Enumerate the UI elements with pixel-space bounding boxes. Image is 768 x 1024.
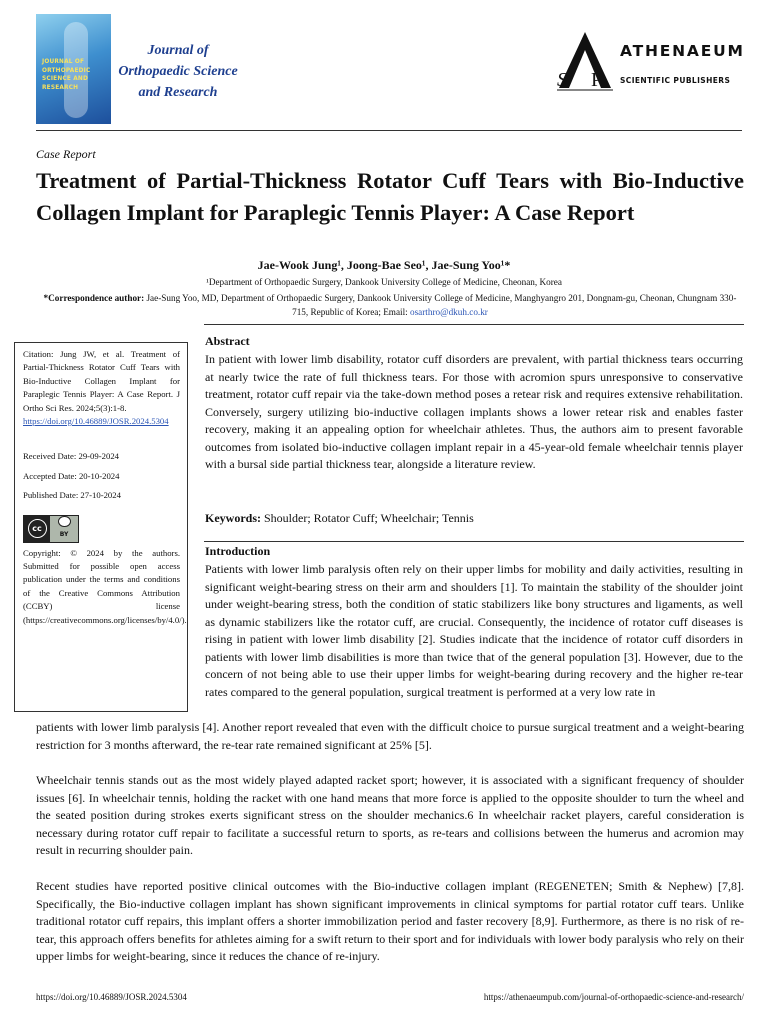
introduction-heading: Introduction [205, 544, 271, 558]
journal-name [114, 40, 242, 103]
introduction-paragraph-1-continued: patients with lower limb paralysis [4]. Another report revealed that even with the difficult choice to pursue surgical treatment and a weight-bearing restriction for 3 months afterward, the re-tear rate remained significant at 25% [5]. [36, 720, 744, 752]
cc-by-license-badge[interactable] [23, 515, 79, 543]
attribution-icon: BY [50, 516, 78, 542]
publisher-logo-icon [553, 30, 617, 92]
journal-name-line1: Journal of [147, 43, 209, 58]
cc-icon: cc [24, 516, 50, 542]
accepted-date: Accepted Date: 20-10-2024 [23, 470, 120, 481]
copyright-text: Copyright: © 2024 by the authors. Submitted for possible open access publication under the terms and conditions of the Creative Commons Attribution (CCBY) license (https://creativecommons.org/licenses/by/4.0/). [23, 547, 187, 625]
correspondence [36, 292, 744, 319]
article-title: Treatment of Partial-Thickness Rotator Cuff Tears with Bio-Inductive Collagen Implant for Paraplegic Tennis Player: A Case Report [36, 168, 744, 225]
citation-sidebar [14, 342, 188, 712]
footer-url[interactable]: https://athenaeumpub.com/journal-of-orthopaedic-science-and-research/ [483, 992, 744, 1002]
received-date: Received Date: 29-09-2024 [23, 451, 120, 462]
journal-cover-image [36, 14, 111, 124]
introduction-paragraph-3: Recent studies have reported positive clinical outcomes with the Bio-inductive collagen implant (REGENETEN; Smith & Nephew) [7,8]. Specifically, the Bio-inductive collagen implant has shown significant improvements in clinical symptoms for partial rotator cuff tears. Unlike traditional rotator cuff repairs, this implant offers a shorter immobilization period and faster recovery [8,9]. Furthermore, as there is no risk of re-tear, this approach offers benefits for athletes aiming for a swift return to their sport and for individuals with lower body paralysis who rely on their upper limbs for weight-bearing, since it reduces the chance of re-injury. [36, 879, 744, 963]
header-divider [36, 130, 742, 131]
svg-text:S: S [557, 69, 567, 91]
introduction-paragraph-2: Wheelchair tennis stands out as the most widely played adapted racket sport; however, it is associated with a significant frequency of shoulder issues [6]. In wheelchair tennis, holding the racket with one hand means that more force is applied to the opposite shoulder to turn the wheel and the seated position during strokes exerts significant stress on the shoulder mechanics.6 In wheelchair racket players, careful consideration is necessary during rotator cuff repair to facilitate a successful return to sports, as re-tears and collisions between the humerus and acromion may result in recurring shoulder pain. [36, 773, 744, 857]
abstract-text: In patient with lower limb disability, rotator cuff disorders are prevalent, with partial thickness tears occurring at nearly twice the rate of full thickness tears. For those with acromion spurs unresponsive to conservative treatment, rotator cuff repair via the take-down method poses a retear risk and requires extensive rehabilitation. Conversely, surgery utilizing bio-inductive collagen implants shows a lower retear risk and enables faster recovery, making it an appealing option for wheelchair athletes. Thus, the authors aim to present favorable outcomes from isolated bio-inductive collagen implant repair in a 45-year-old female wheelchair tennis player with a bursal side partial thickness tear, alongside a literature review. [205, 352, 743, 471]
footer-doi[interactable]: https://doi.org/10.46889/JOSR.2024.5304 [36, 992, 187, 1002]
citation-doi-link[interactable]: https://doi.org/10.46889/JOSR.2024.5304 [23, 416, 169, 427]
citation-text: Citation: Jung JW, et al. Treatment of Partial-Thickness Rotator Cuff Tears with Bio-Inductive Collagen Implant for Paraplegic Tennis Player: A Case Report. J Ortho Sci Res. 2024;5(3):1-8. [23, 349, 180, 413]
introduction-paragraph-1: Patients with lower limb paralysis often rely on their upper limbs for mobility and daily activities, resulting in significant weight-bearing stress on their arm and shoulders [1]. To maintain the stability of the shoulder joint under weight-bearing stress, both the condition of static stabilizers like bony structures and ligaments, as well as dynamic stabilizers like the rotator cuff, are crucial. Consequently, the incidence of rotator cuff diseases is rising in patient with lower limb disability [2]. Studies indicate that the incidence of rotator cuff disorders in patients with lower limb disabilities is more than twice that of the general population [3]. However, due to the concern of not being able to use their upper limbs for weight-bearing during recovery and the higher re-tear rates compared to the general population, surgical treatment is performed at a very low rate in [205, 562, 743, 699]
published-date: Published Date: 27-10-2024 [23, 490, 121, 501]
keywords-label: Keywords: [205, 511, 261, 525]
affiliation: ¹Department of Orthopaedic Surgery, Dankook University College of Medicine, Cheonan, Korea [206, 277, 562, 287]
journal-name-line2: Orthopaedic Science [118, 64, 238, 79]
publisher-subtitle: SCIENTIFIC PUBLISHERS [620, 76, 731, 85]
publisher-name: ATHENAEUM [620, 42, 745, 60]
cover-title: JOURNAL OF ORTHOPAEDIC SCIENCE AND RESEARCH [42, 59, 91, 91]
svg-text:P: P [591, 69, 603, 91]
introduction-divider [204, 541, 744, 542]
journal-name-line3: and Research [138, 85, 218, 100]
author-list: Jae-Wook Jung¹, Joong-Bae Seo¹, Jae-Sung Yoo¹* [257, 258, 511, 272]
keywords-text: Shoulder; Rotator Cuff; Wheelchair; Tennis [261, 511, 474, 525]
abstract-divider [204, 324, 744, 325]
article-type: Case Report [36, 147, 96, 161]
correspondence-label: *Correspondence author: [43, 293, 145, 303]
keywords [205, 511, 474, 526]
abstract-heading: Abstract [205, 334, 250, 348]
correspondence-text: Jae-Sung Yoo, MD, Department of Orthopaedic Surgery, Dankook University College of Medicine, Manghyangro 201, Dongnam-gu, Cheonan, Chungnam 330-715, Republic of Korea; Email: [144, 293, 737, 317]
email-link[interactable]: osarthro@dkuh.co.kr [410, 306, 488, 317]
